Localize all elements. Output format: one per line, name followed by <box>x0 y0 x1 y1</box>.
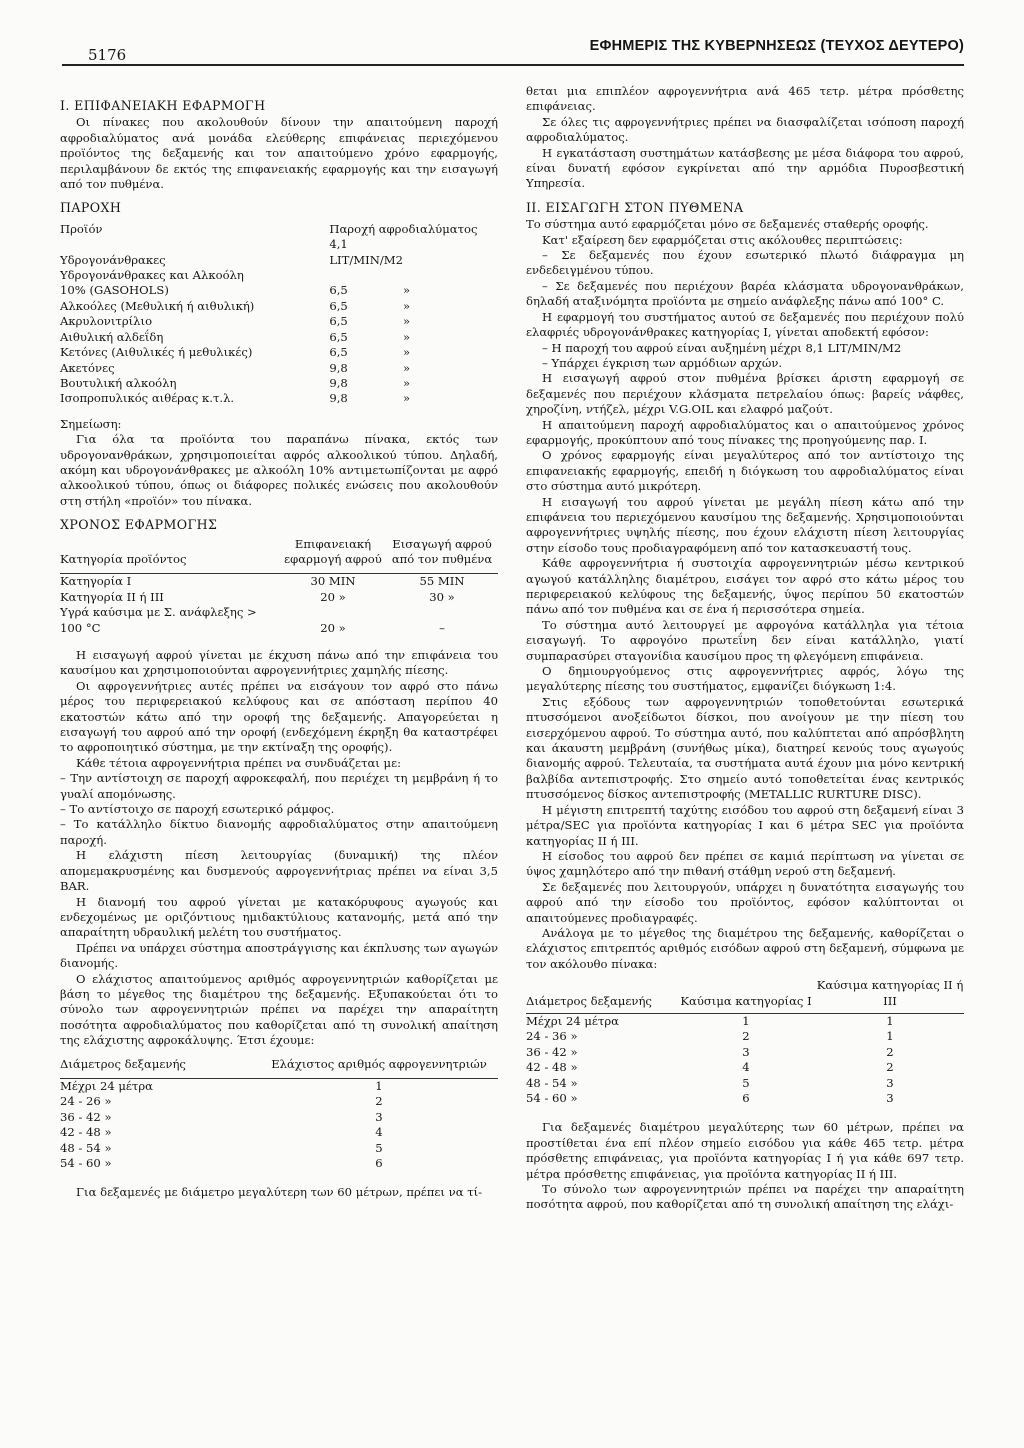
tank-diameter: 42 - 48 » <box>526 1060 578 1075</box>
table-row <box>60 391 498 406</box>
table-row <box>60 283 498 298</box>
product-name: Κετόνες (Αιθυλικές ή μεθυλικές) <box>60 345 253 360</box>
ditto-mark: » <box>403 329 411 344</box>
supply-value: 9,8 <box>329 375 348 390</box>
inlets-cat1: 4 <box>742 1060 750 1075</box>
paragraph: Η εισαγωγή αφρού γίνεται με έκχυση πάνω από την επιφάνεια του καυσίμου και χρησιμοποιούνται αφρογεννήτριες χαμηλής πίεσης. <box>60 648 498 678</box>
table-row <box>60 345 498 360</box>
paragraph: Στις εξόδους των αφρογεννητριών τοποθετούνται εσωτερικά πτυσσόμενοι ανοξείδωτοι δίσκοι, που ανοίγουν με την πίεση του εισερχόμενου αφρού. Το σύστημα αυτό, που καλύπτεται από απρόσβλητη και άκαυστη μεμβράνη (συνήθως μίκα), διατηρεί κενούς τους αγωγούς διανομής αφρού. Τελευταία, τα συστήματα αυτά έχουν μια μόνο κεντρική βαλβίδα αντεπιστροφής. Στο σημείο αυτό τοποθετείται ένας κεντρικός πτυσσόμενος δίσκος αντεπιστροφής (METALLIC RURTURE DISC). <box>526 694 964 802</box>
paragraph: Κάθε αφρογεννήτρια ή συστοιχία αφρογεννητριών μέσω κεντρικού αγωγού κατάλληλης διαμέτρου, εισάγει τον αφρό στο κάτω μέρος του περιφερειακού κελύφους της δεξαμενής, ύψος περίπου 50 εκατοστών πάνω από τον πυθμένα και σε ένα ή περισσότερα σημεία. <box>526 556 964 617</box>
section-title-surface-application: I. ΕΠΙΦΑΝΕΙΑΚΗ ΕΦΑΡΜΟΓΗ <box>60 98 266 113</box>
table-row <box>60 237 498 268</box>
ditto-mark <box>403 237 498 268</box>
tank-diameter: 36 - 42 » <box>526 1044 578 1059</box>
inlets-cat23: 2 <box>886 1060 894 1075</box>
journal-title: ΕΦΗΜΕΡΙΣ ΤΗΣ ΚΥΒΕΡΝΗΣΕΩΣ (ΤΕΥΧΟΣ ΔΕΥΤΕΡΟ) <box>589 38 964 54</box>
generator-count: 3 <box>375 1109 383 1124</box>
surface-time: 20 » <box>320 589 346 604</box>
inlets-cat1: 1 <box>742 1013 750 1028</box>
generator-count: 2 <box>375 1094 383 1109</box>
note-label: Σημείωση: <box>60 416 122 431</box>
product-name: Υδρογονάνθρακες <box>60 252 166 267</box>
time-header-surface: Επιφανειακή εφαρμογή αφρού <box>284 536 382 566</box>
generator-count: 5 <box>375 1140 383 1155</box>
paragraph: θεται μια επιπλέον αφρογεννήτρια ανά 465 τετρ. μέτρα πρόσθετης επιφάνειας. <box>526 84 964 114</box>
product-category: Υγρά καύσιμα με Σ. ανάφλεξης > 100 °C <box>60 605 257 635</box>
time-header-bottom: Εισαγωγή αφρού από τον πυθμένα <box>391 536 493 566</box>
table-row <box>60 574 498 590</box>
ditto-mark: » <box>403 314 411 329</box>
header-rule <box>62 64 964 66</box>
supply-value: 6,5 <box>329 345 348 360</box>
table-row <box>60 330 498 345</box>
inlets-cat1: 2 <box>742 1029 750 1044</box>
table-row <box>60 1141 498 1156</box>
fuel-header-cat1: Καύσιμα κατηγορίας Ι <box>680 993 812 1008</box>
bottom-time: 30 » <box>429 589 455 604</box>
product-name: Ισοπροπυλικός αιθέρας κ.τ.λ. <box>60 391 235 406</box>
product-name: Υδρογονάνθρακες και Αλκοόλη <box>60 268 244 283</box>
inlets-cat23: 2 <box>886 1044 894 1059</box>
tank-diameter: 48 - 54 » <box>526 1075 578 1090</box>
table-row <box>60 1110 498 1125</box>
product-category: Κατηγορία Ι <box>60 574 132 589</box>
product-name: Αιθυλική αλδεΐδη <box>60 329 164 344</box>
paragraph: Οι αφρογεννήτριες αυτές πρέπει να εισάγουν τον αφρό στο πάνω μέρος του περιφερειακού κελύφους και σε απόσταση περίπου 40 εκατοστών κάτω από την οροφή της δεξαμενής. Απαγορεύεται η εισαγωγή του αφρού από την οροφή (ενδεχόμενη έκρηξη θα καταστρέφει το αφροποιητικό σύστημα, με την εκτίναξη της οροφής). <box>60 678 498 755</box>
supply-value: 9,8 <box>329 391 348 406</box>
supply-value: 6,5 <box>329 283 348 298</box>
tank-diameter: Μέχρι 24 μέτρα <box>60 1078 153 1093</box>
paragraph: Ο δημιουργούμενος στις αφρογεννήτριες αφρός, λόγω της μεγαλύτερης πίεσης του συστήματος, εμφανίζει διόγκωση 1:4. <box>526 664 964 694</box>
gen-header-diameter: Διάμετρος δεξαμενής <box>60 1056 186 1071</box>
paragraph: Πρέπει να υπάρχει σύστημα αποστράγγισης και έκπλυσης των αγωγών διανομής. <box>60 940 498 971</box>
page-header <box>62 36 964 66</box>
table-row <box>60 590 498 605</box>
paragraph: Η είσοδος του αφρού δεν πρέπει σε καμιά περίπτωση να γίνεται σε ύψος χαμηλότερο από την πιθανή στάθμη νερού στη δεξαμενή. <box>526 848 964 879</box>
paragraph: – Σε δεξαμενές που έχουν εσωτερικό πλωτό διάφραγμα μη ενδεδειγμένου τύπου. <box>526 248 964 278</box>
paragraph: Ο χρόνος εφαρμογής είναι μεγαλύτερος από τον αντίστοιχο της επιφανειακής εφαρμογής, επειδή η διόγκωση του αφροδιαλύματος είναι στο σύστημα αυτό μικρότερη. <box>526 448 964 494</box>
tank-diameter: 36 - 42 » <box>60 1109 112 1124</box>
table-row <box>60 605 498 636</box>
paragraph: Η εφαρμογή του συστήματος αυτού σε δεξαμενές που περιέχουν πολύ ελαφριές υδρογονάνθρακες κατηγορίας Ι, γίνεται αποδεκτή εφόσον: <box>526 309 964 340</box>
product-name: Αλκοόλες (Μεθυλική ή αιθυλική) <box>60 298 255 313</box>
list-item: – Το αντίστοιχο σε παροχή εσωτερικό ράμφος. <box>60 802 335 817</box>
right-column <box>526 84 964 1213</box>
tank-diameter: 24 - 26 » <box>60 1094 112 1109</box>
paragraph: Η απαιτούμενη παροχή αφροδιαλύματος και ο απαιτούμενος χρόνος εφαρμογής, προκύπτουν από τους πίνακες της προηγούμενης παρ. Ι. <box>526 417 964 447</box>
product-category: Κατηγορία ΙΙ ή ΙΙΙ <box>60 589 164 604</box>
generator-count: 4 <box>375 1125 383 1140</box>
fuel-header-diameter: Διάμετρος δεξαμενής <box>526 993 652 1008</box>
product-name: Ακετόνες <box>60 360 115 375</box>
supply-value <box>329 268 403 283</box>
inlets-cat23: 3 <box>886 1075 894 1090</box>
paragraph: – Η παροχή του αφρού είναι αυξημένη μέχρι 8,1 LIT/MIN/M2 <box>542 340 902 355</box>
inlets-table <box>526 978 964 1106</box>
paragraph: Η μέγιστη επιτρεπτή ταχύτης εισόδου του αφρού στη δεξαμενή είναι 3 μέτρα/SEC για προϊόντα κατηγορίας Ι και 6 μέτρα SEC για προϊόντα κατηγορίας ΙΙ ή ΙΙΙ. <box>526 802 964 848</box>
table-row <box>60 268 498 283</box>
paragraph: – Σε δεξαμενές που περιέχουν βαρέα κλάσματα υδρογονανθράκων, δηλαδή αταξινόμητα προϊόντα με σημείο ανάφλεξης πάνω από 100° C. <box>526 278 964 309</box>
table-row <box>60 1094 498 1109</box>
inlets-cat23: 3 <box>886 1091 894 1105</box>
list-item: – Το κατάλληλο δίκτυο διανομής αφροδιαλύματος στην απαιτούμενη παροχή. <box>60 817 498 847</box>
ditto-mark: » <box>403 298 411 313</box>
product-name: Βουτυλική αλκοόλη <box>60 375 177 390</box>
bottom-time: 55 MIN <box>419 574 465 589</box>
intro-paragraph: Οι πίνακες που ακολουθούν δίνουν την απαιτούμενη παροχή αφροδιαλύματος ανά μονάδα ελεύθερης επιφάνειας περιεχόμενου προϊόντος της δεξαμενής και τον απαιτούμενο χρόνο εφαρμογής, περιλαμβάνουν δε εκτός της επιφανειακής εφαρμογής και την εισαγωγή από τον πυθμένα. <box>60 115 498 192</box>
paragraph: Για δεξαμενές διαμέτρου μεγαλύτερης των 60 μέτρων, πρέπει να προστίθεται ένα επί πλέον σημείο εισόδου για κάθε 465 τετρ. μέτρα πρόσθετης επιφάνειας, για προϊόντα κατηγορίας Ι ή για κάθε 697 τετρ. μέτρα πρόσθετης επιφάνειας, για προϊόντα κατηγορίας ΙΙ ή ΙΙΙ. <box>526 1120 964 1181</box>
time-header-category: Κατηγορία προϊόντος <box>60 551 187 566</box>
left-column <box>60 84 498 1201</box>
section-title-bottom-injection: II. ΕΙΣΑΓΩΓΗ ΣΤΟΝ ΠΥΘΜΕΝΑ <box>526 199 744 215</box>
paragraph: Σε όλες τις αφρογεννήτριες πρέπει να διασφαλίζεται ισόποση παροχή αφροδιαλύματος. <box>526 114 964 145</box>
inlets-cat23: 1 <box>886 1013 894 1028</box>
supply-heading: ΠΑΡΟΧΗ <box>60 200 122 216</box>
generators-table <box>60 1057 498 1172</box>
paragraph: Το σύστημα αυτό λειτουργεί με αφρογόνα κατάλληλα για τέτοια εισαγωγή. Το αφρογόνο πρωτεΐνη δεν είναι κατάλληλο, γιατί συμπαρασύρει σταγονίδια καυσίμου προς τη φλεγόμενη επιφάνεια. <box>526 617 964 663</box>
note-text: Για όλα τα προϊόντα του παραπάνω πίνακα, εκτός των υδρογονανθράκων, χρησιμοποιείται αφρός αλκοολικού τύπου. Δηλαδή, ακόμη και υδρογονάνθρακες με αλκοόλη 10% αντιμετωπίζονται με αφρό αλκοολικού τύπου, όπως οι διάφορες πολικές ενώσεις που ακολουθούν στη στήλη «προϊόν» του πίνακα. <box>60 432 498 508</box>
surface-time: 20 » <box>320 620 346 635</box>
paragraph: Το σύνολο των αφρογεννητριών πρέπει να παρέχει την απαραίτητη ποσότητα αφρού, που καθορίζεται από τη συνολική απαίτηση της ελάχι- <box>526 1182 964 1212</box>
generator-count: 1 <box>375 1078 383 1093</box>
table-row <box>526 1013 964 1029</box>
tank-diameter: 42 - 48 » <box>60 1125 112 1140</box>
supply-value: 6,5 <box>329 298 348 313</box>
table-row <box>60 1156 498 1171</box>
supply-header-product: Προϊόν <box>60 221 103 236</box>
gen-header-count: Ελάχιστος αριθμός αφρογεννητριών <box>271 1056 487 1071</box>
supply-value: 9,8 <box>329 360 348 375</box>
paragraph: Σε δεξαμενές που λειτουργούν, υπάρχει η δυνατότητα εισαγωγής του αφρού από την είσοδο του προϊόντος, εφόσον καλύπτονται οι απαιτούμενες προδιαγραφές. <box>526 879 964 925</box>
table-row <box>60 1078 498 1094</box>
supply-value: 4,1 LIT/MIN/M2 <box>329 237 403 267</box>
generator-count: 6 <box>375 1156 383 1170</box>
inlets-cat1: 3 <box>742 1044 750 1059</box>
surface-time: 30 MIN <box>310 574 356 589</box>
tank-diameter: 54 - 60 » <box>526 1091 578 1105</box>
table-row <box>60 299 498 314</box>
list-item: – Την αντίστοιχη σε παροχή αφροκεφαλή, που περιέχει τη μεμβράνη ή το γυαλί απομόνωσης. <box>60 771 498 801</box>
table-row <box>526 1045 964 1060</box>
paragraph: Η εισαγωγή αφρού στον πυθμένα βρίσκει άριστη εφαρμογή σε δεξαμενές που περιέχουν κλάσματα πετρελαίου όπως: βαρείς νάφθες, χηροζίνη, ντήζελ, μέχρι V.G.OIL και ελαφρό μαζούτ. <box>526 371 964 417</box>
paragraph: – Υπάρχει έγκριση των αρμόδιων αρχών. <box>542 355 783 370</box>
ditto-mark: » <box>403 391 411 406</box>
table-row <box>60 1125 498 1140</box>
paragraph: Κάθε τέτοια αφρογεννήτρια πρέπει να συνδυάζεται με: <box>76 755 401 770</box>
ditto-mark: » <box>403 360 411 375</box>
paragraph: Ανάλογα με το μέγεθος της διαμέτρου της δεξαμενής, καθορίζεται ο ελάχιστος επιτρεπτός αριθμός εισόδων αφρού στη δεξαμενή, σύμφωνα με τον ακόλουθο πίνακα: <box>526 925 964 971</box>
paragraph: Η εισαγωγή του αφρού γίνεται με μεγάλη πίεση κάτω από την επιφάνεια του περιεχόμενου καυσίμου της δεξαμενής. Χρησιμοποιούνται αφρογεννήτριες υψηλής πίεσης, που έχουν ελάχιστη πίεση λειτουργίας στην είσοδο τους προδιαγραφόμενη από τον κατασκευαστή τους. <box>526 494 964 555</box>
table-row <box>526 1029 964 1044</box>
time-heading: ΧΡΟΝΟΣ ΕΦΑΡΜΟΓΗΣ <box>60 517 218 533</box>
page-number: 5176 <box>88 46 127 64</box>
tank-diameter: Μέχρι 24 μέτρα <box>526 1013 619 1028</box>
table-row <box>526 1091 964 1106</box>
inlets-cat1: 5 <box>742 1075 750 1090</box>
bottom-time: – <box>439 620 445 635</box>
table-row <box>60 361 498 376</box>
paragraph: Η ελάχιστη πίεση λειτουργίας (δυναμική) της πλέον απομεμακρυσμένης και δυσμενούς αφρογεννήτριας πρέπει να είναι 3,5 BAR. <box>60 848 498 894</box>
ditto-mark: » <box>403 345 411 360</box>
ditto-mark: » <box>403 283 411 298</box>
paragraph: Ο ελάχιστος απαιτούμενος αριθμός αφρογεννητριών καθορίζεται με βάση το μέγεθος της διαμέτρου της δεξαμενής. Εξυπακούεται ότι το σύνολο των αφρογεννητριών πρέπει να παρέχει την απαραίτητη ποσότητα αφροδιαλύματος που καθορίζεται από τη συνολική απαίτηση της ελάχιστης αφροκάλυψης. Έτσι έχουμε: <box>60 971 498 1048</box>
inlets-cat23: 1 <box>886 1029 894 1044</box>
paragraph: Η διανομή του αφρού γίνεται με κατακόρυφους αγωγούς και ενδεχομένως με οριζόντιους ημιδακτύλιους κατανομής, μετά από την απαραίτητη υδραυλική μελέτη του συστήματος. <box>60 894 498 940</box>
supply-value: 6,5 <box>329 314 348 329</box>
table-row <box>60 376 498 391</box>
tank-diameter: 48 - 54 » <box>60 1140 112 1155</box>
product-name: Ακρυλονιτρίλιο <box>60 314 153 329</box>
paragraph: Το σύστημα αυτό εφαρμόζεται μόνο σε δεξαμενές σταθερής οροφής. <box>526 217 929 232</box>
paragraph: Η εγκατάσταση συστημάτων κατάσβεσης με μέσα διάφορα του αφρού, είναι δυνατή εφόσον εγκρίνεται από την αρμόδια Πυροσβεστική Υπηρεσία. <box>526 145 964 191</box>
ditto-mark <box>403 268 498 283</box>
supply-value: 6,5 <box>329 329 348 344</box>
tank-diameter: 54 - 60 » <box>60 1156 112 1170</box>
table-row <box>60 314 498 329</box>
fuel-header-cat23: Καύσιμα κατηγορίας ΙΙ ή ΙΙΙ <box>816 978 964 1008</box>
tank-diameter: 24 - 36 » <box>526 1029 578 1044</box>
application-time-table <box>60 537 498 636</box>
supply-table <box>60 222 498 407</box>
supply-header-rate: Παροχή αφροδιαλύματος <box>329 221 478 236</box>
table-row <box>526 1076 964 1091</box>
table-row <box>526 1060 964 1075</box>
ditto-mark: » <box>403 375 411 390</box>
paragraph: Κατ' εξαίρεση δεν εφαρμόζεται στις ακόλουθες περιπτώσεις: <box>542 232 903 247</box>
paragraph: Για δεξαμενές με διάμετρο μεγαλύτερη των 60 μέτρων, πρέπει να τί- <box>76 1185 483 1200</box>
inlets-cat1: 6 <box>742 1091 750 1105</box>
product-name: 10% (GASOHOLS) <box>60 283 169 298</box>
